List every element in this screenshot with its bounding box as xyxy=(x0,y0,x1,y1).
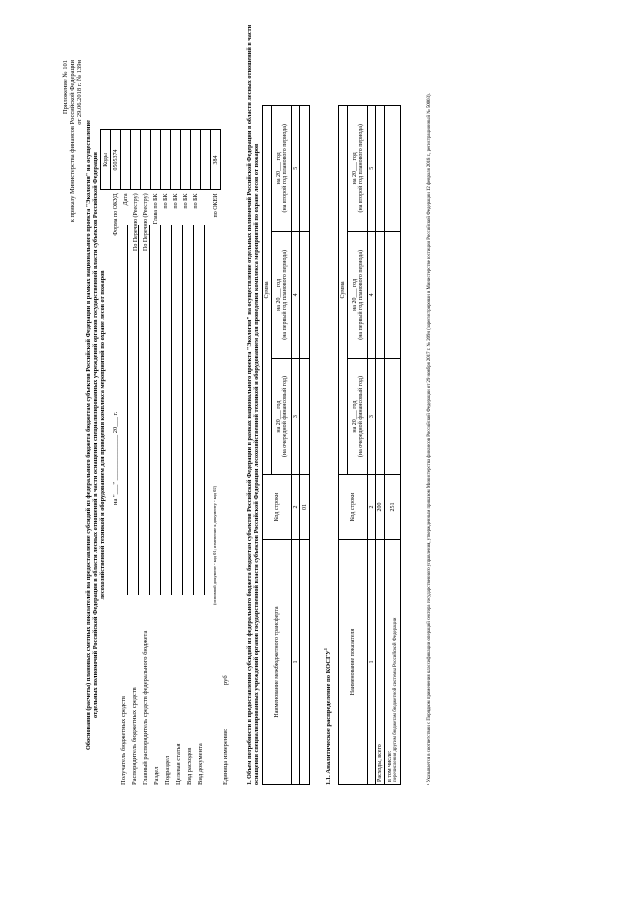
header-field-row xyxy=(151,225,162,785)
s11-col-code: Код строки xyxy=(339,475,368,540)
header-field-label: Распорядитель бюджетных средств xyxy=(131,687,138,785)
codes-value[interactable] xyxy=(141,130,151,190)
unit-value: руб xyxy=(222,675,229,685)
header-fields xyxy=(118,225,206,785)
header-field-label: Целевая статья xyxy=(175,743,182,785)
s11-row2-code: 251 xyxy=(385,475,401,540)
s11-num-2: 2 xyxy=(368,475,376,540)
s1-year-2: на 20___ год (на первый год планового периода) xyxy=(272,231,292,359)
s1-num-1: 1 xyxy=(292,540,300,785)
s1-row-name[interactable] xyxy=(300,540,310,785)
codes-value[interactable] xyxy=(151,130,161,190)
s1-col-code: Код строки xyxy=(263,475,292,540)
section1-title-line-1: 1. Объем потребности в предоставлении субсидий из федерального бюджета бюджетам субъектов Российской Федерации в рамках национального проекта "Экология" на осуществление отдельных полномочий Российской Федерации в области лесных отношений в части xyxy=(246,24,253,785)
s11-year-2: на 20___ год (на первый год планового периода) xyxy=(348,231,368,359)
codes-value[interactable]: 384 xyxy=(211,130,221,190)
annex-block xyxy=(62,60,83,360)
s11-row1-code: 200 xyxy=(376,475,385,540)
unit-label: Единица измерения: xyxy=(222,728,229,785)
header-field-row xyxy=(118,225,129,785)
s11-row-cell[interactable] xyxy=(385,359,401,475)
annex-line-3: от 29.06.2018 г. № 139н xyxy=(76,60,83,125)
header-field-input-line[interactable] xyxy=(182,225,183,595)
section1-table xyxy=(262,105,310,785)
header-field-input-line[interactable] xyxy=(171,225,172,595)
table-row xyxy=(376,106,385,785)
codes-value[interactable] xyxy=(161,130,171,190)
codes-row xyxy=(211,130,221,253)
s11-col-sum: Сумма xyxy=(339,106,348,475)
header-field-row xyxy=(162,225,173,785)
header-field-row xyxy=(184,225,195,785)
codes-label: по БК xyxy=(182,193,189,209)
title-line-1: Обоснования (расчеты) плановых сметных показателей на предоставление субсидий из федерального бюджета бюджетам субъектов Российской Федерации в рамках национального проекта "Экология" на осуществление xyxy=(85,120,92,750)
header-field-input-line[interactable] xyxy=(193,225,194,595)
codes-value[interactable] xyxy=(121,130,131,190)
s11-col-name: Наименование показателя xyxy=(339,540,368,785)
codes-value[interactable] xyxy=(201,130,211,190)
s1-row-cell[interactable] xyxy=(300,231,310,359)
codes-value[interactable] xyxy=(191,130,201,190)
codes-label: По Перечню (Реестру) xyxy=(132,193,139,251)
s11-num-3: 3 xyxy=(368,359,376,475)
s11-row-cell[interactable] xyxy=(385,231,401,359)
header-field-label: Главный распорядитель средств федерального бюджета xyxy=(142,630,149,785)
header-field-label: Получатель бюджетных средств xyxy=(120,696,127,785)
s1-col-sum: Сумма xyxy=(263,106,272,475)
codes-label: Дата xyxy=(122,193,129,206)
codes-header: Коды xyxy=(101,130,111,190)
s11-row-cell[interactable] xyxy=(376,231,385,359)
header-field-row xyxy=(195,225,206,785)
codes-label: Форма по ОКУД xyxy=(112,193,119,236)
footnote: ¹ Указывается в соответствии с Порядком применения классификации операций сектора государственного управления, утвержденным приказом Министерства финансов Российской Федерации от 29 ноября 2017 г. № 209н (зарегистрирован в Министерстве юстиции Российской Федерации 12 февраля 2018 г., регистрационный № 50003). xyxy=(427,93,432,785)
s11-year-1: на 20___ год (на очередной финансовый год) xyxy=(348,359,368,475)
annex-line-1: Приложение № 101 xyxy=(62,60,69,115)
s1-num-5: 5 xyxy=(292,106,300,232)
s1-num-4: 4 xyxy=(292,231,300,359)
s1-year-1: на 20___ год (на очередной финансовый год) xyxy=(272,359,292,475)
header-field-input-line[interactable] xyxy=(138,225,139,595)
s1-num-3: 3 xyxy=(292,359,300,475)
codes-label: По Перечню (Реестру) xyxy=(142,193,149,251)
header-field-row xyxy=(173,225,184,785)
s1-row-cell[interactable] xyxy=(300,106,310,232)
title-line-2: отдельных полномочий Российской Федерации в области лесных отношений в части оснащения специализированных учреждений органов государственной власти субъектов Российской Федерации xyxy=(92,152,99,718)
s1-col-name: Наименование межбюджетного трансферта xyxy=(263,540,292,785)
header-field-label: Вид документа xyxy=(197,743,204,785)
codes-label: по ОКЕИ xyxy=(212,193,219,218)
title-line-3: лесохозяйственной техникой и оборудованием для проведения комплекса мероприятий по охране лесов от пожаров xyxy=(99,270,106,600)
table-row xyxy=(385,106,401,785)
s1-num-2: 2 xyxy=(292,475,300,540)
s11-row-cell[interactable] xyxy=(376,106,385,232)
section1-title-line-2: оснащения специализированных учреждений органов государственной власти субъектов Российской Федерации лесохозяйственной техникой и оборудованием для проведения комплекса мероприятий по охране лесов от пожаров xyxy=(253,143,260,785)
codes-label: по БК xyxy=(162,193,169,209)
header-field-input-line[interactable] xyxy=(160,225,161,595)
s11-num-5: 5 xyxy=(368,106,376,232)
header-field-row xyxy=(129,225,140,785)
annex-line-2: к приказу Министерства финансов Российской Федерации xyxy=(69,60,76,223)
s1-year-3: на 20___ год (на второй год планового периода) xyxy=(272,106,292,232)
date-line: на "___" ______________ 20___ г. xyxy=(112,411,119,505)
codes-label: Глава по БК xyxy=(152,193,159,225)
codes-value[interactable]: 0505374 xyxy=(111,130,121,190)
codes-value[interactable] xyxy=(171,130,181,190)
header-field-input-line[interactable] xyxy=(149,225,150,595)
header-field-label: Вид расходов xyxy=(186,747,193,785)
s1-row-code: 01 xyxy=(300,475,310,540)
section1-title xyxy=(246,5,260,785)
s11-row-cell[interactable] xyxy=(376,359,385,475)
s1-row-cell[interactable] xyxy=(300,359,310,475)
s11-num-4: 4 xyxy=(368,231,376,359)
section11-title: 1.1. Аналитическое распределение по КОСГУ$^1$ xyxy=(323,648,333,785)
s11-row1-name: Расходы, всего xyxy=(376,540,385,785)
doc-type-note: (основной документ - код 01; изменение к документу - код 02) xyxy=(212,485,217,605)
table-row xyxy=(300,106,310,785)
codes-value[interactable] xyxy=(181,130,191,190)
header-field-row xyxy=(140,225,151,785)
codes-label: по БК xyxy=(172,193,179,209)
header-field-label: Подраздел xyxy=(164,755,171,785)
header-field-input-line[interactable] xyxy=(204,225,205,595)
s11-row-cell[interactable] xyxy=(385,106,401,232)
codes-label: по БК xyxy=(192,193,199,209)
codes-value[interactable] xyxy=(131,130,141,190)
s11-row2-name: в том числе: перечисления другим бюджетам бюджетной системы Российской Федерации xyxy=(385,540,401,785)
s11-num-1: 1 xyxy=(368,540,376,785)
header-field-input-line[interactable] xyxy=(127,225,128,595)
header-field-label: Раздел xyxy=(153,766,160,785)
section11-table xyxy=(338,105,401,785)
s11-year-3: на 20___ год (на второй год планового периода) xyxy=(348,106,368,232)
